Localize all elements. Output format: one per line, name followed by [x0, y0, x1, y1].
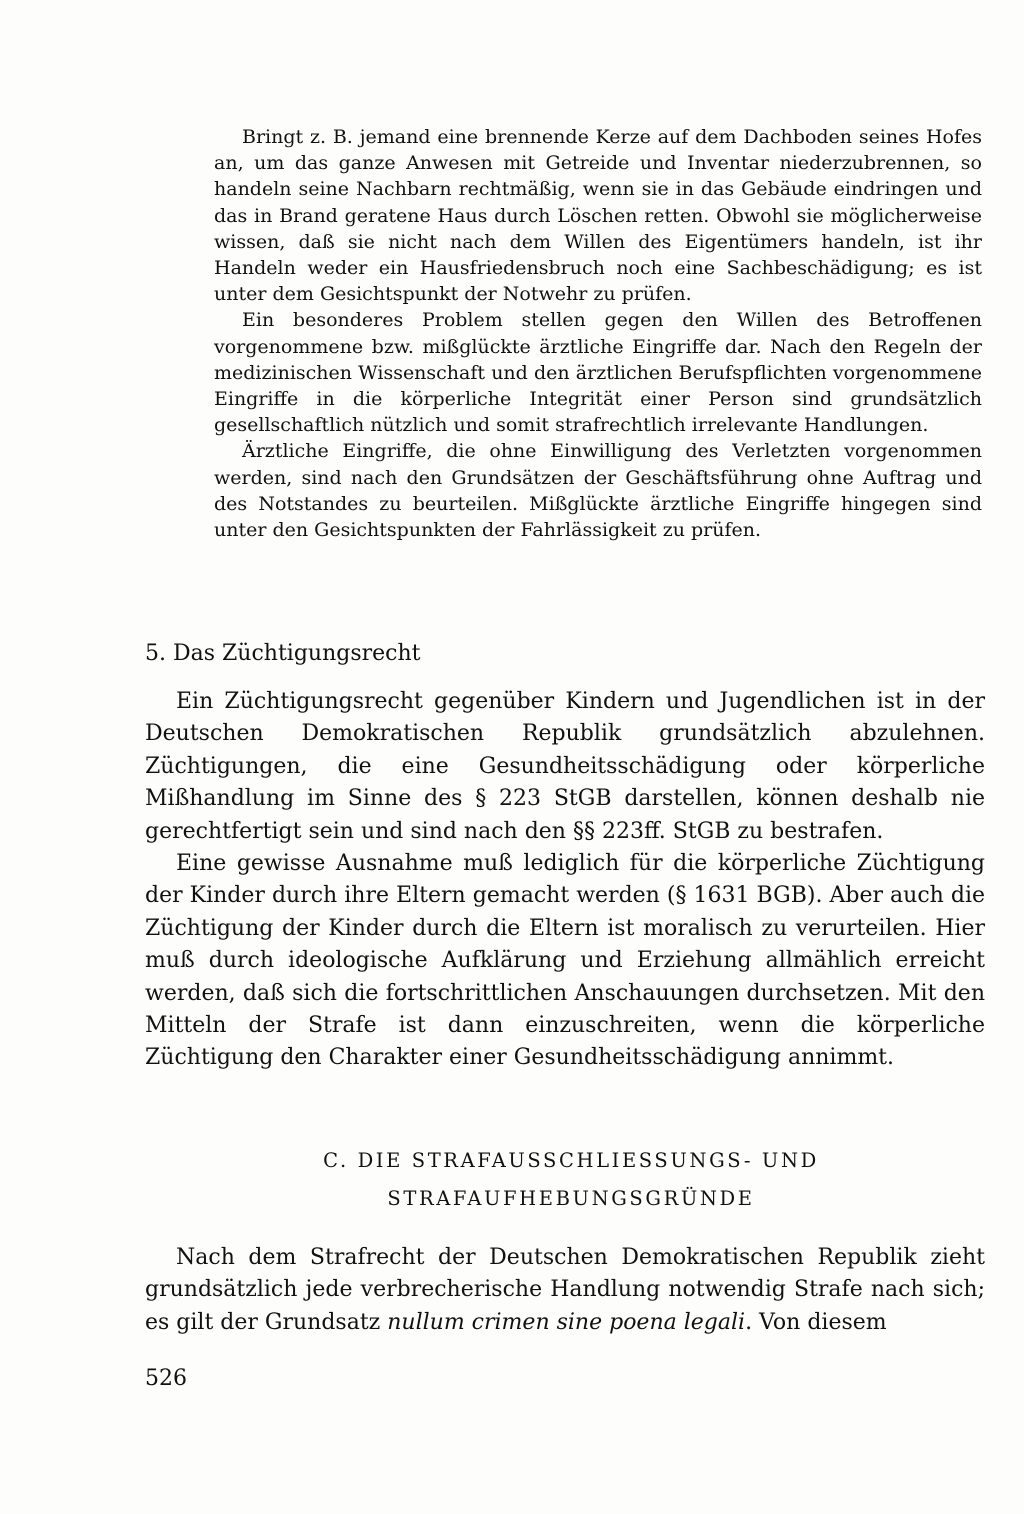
- paragraph-ausnahme-eltern: Eine gewisse Ausnahme muß lediglich für die körperliche Züchtigung der Kinder durch ihre Eltern gemacht werden (§ 1631 BGB). Aber auch die Züchtigung der Kinder durch die Eltern ist moralisch zu verurteilen. Hier muß durch ideologische Aufklärung und Erziehung allmählich erreicht werden, daß sich die fortschrittlichen Anschauungen durchsetzen. Mit den Mitteln der Strafe ist dann einzuschreiten, wenn die körperliche Züchtigung den Charakter einer Gesundheitsschädigung annimmt.: [145, 851, 985, 1071]
- section-heading: 5. Das Züchtigungsrecht: [145, 641, 421, 666]
- chapter-heading-line-1: C. DIE STRAFAUSSCHLIESSUNGS- UND: [323, 1149, 819, 1172]
- paragraph-einwilligung: Ärztliche Eingriffe, die ohne Einwilligung des Verletzten vorgenommen werden, sind nach den Grundsätzen der Geschäftsführung ohne Auftrag und des Notstandes zu beurteilen. Mißglückte ärztliche Eingriffe hingegen sind unter den Gesichtspunkten der Fahrlässigkeit zu prüfen.: [214, 440, 982, 542]
- chapter-intro-block: [145, 1242, 985, 1339]
- page-number: 526: [145, 1366, 187, 1391]
- intro-text-end: . Von diesem: [745, 1309, 887, 1335]
- chapter-heading-line-2: STRAFAUFHEBUNGSGRÜNDE: [387, 1187, 755, 1210]
- paragraph-aerztliche-eingriffe: Ein besonderes Problem stellen gegen den Willen des Betroffenen vorgenommene bzw. mißglückte ärztliche Eingriffe dar. Nach den Regeln der medizinischen Wissenschaft und den ärztlichen Berufspflichten vorgenommene Eingriffe in die körperliche Integrität einer Person sind grundsätzlich gesellschaftlich nützlich und somit strafrechtlich irrelevante Handlungen.: [214, 309, 982, 437]
- main-text-block: [145, 686, 985, 1075]
- paragraph-zuechtigungsrecht: Ein Züchtigungsrecht gegenüber Kindern und Jugendlichen ist in der Deutschen Demokratischen Republik grundsätzlich abzulehnen. Züchtigungen, die eine Gesundheitsschädigung oder körperliche Mißhandlung im Sinne des § 223 StGB darstellen, können deshalb nie gerechtfertigt sein und sind nach den §§ 223ff. StGB zu bestrafen.: [145, 689, 985, 844]
- paragraph-kerze-beispiel: Bringt z. B. jemand eine brennende Kerze auf dem Dachboden seines Hofes an, um das ganze Anwesen mit Getreide und Inventar niederzubrennen, so handeln seine Nachbarn rechtmäßig, wenn sie in das Gebäude eindringen und das in Brand geratene Haus durch Löschen retten. Obwohl sie möglicherweise wissen, daß sie nicht nach dem Willen des Eigentümers handeln, ist ihr Handeln weder ein Hausfriedensbruch noch eine Sachbeschädigung; es ist unter dem Gesichtspunkt der Notwehr zu prüfen.: [214, 126, 982, 306]
- paragraph-strafrecht-grundsatz: [145, 1242, 985, 1339]
- latin-phrase: nullum crimen sine poena legali: [387, 1309, 746, 1335]
- intro-text: Nach dem Strafrecht der Deutschen Demokratischen Republik zieht grundsätzlich jede verbrecherische Handlung notwendig Strafe nach sich; es gilt der Grundsatz: [145, 1245, 985, 1335]
- small-print-block: [214, 124, 982, 543]
